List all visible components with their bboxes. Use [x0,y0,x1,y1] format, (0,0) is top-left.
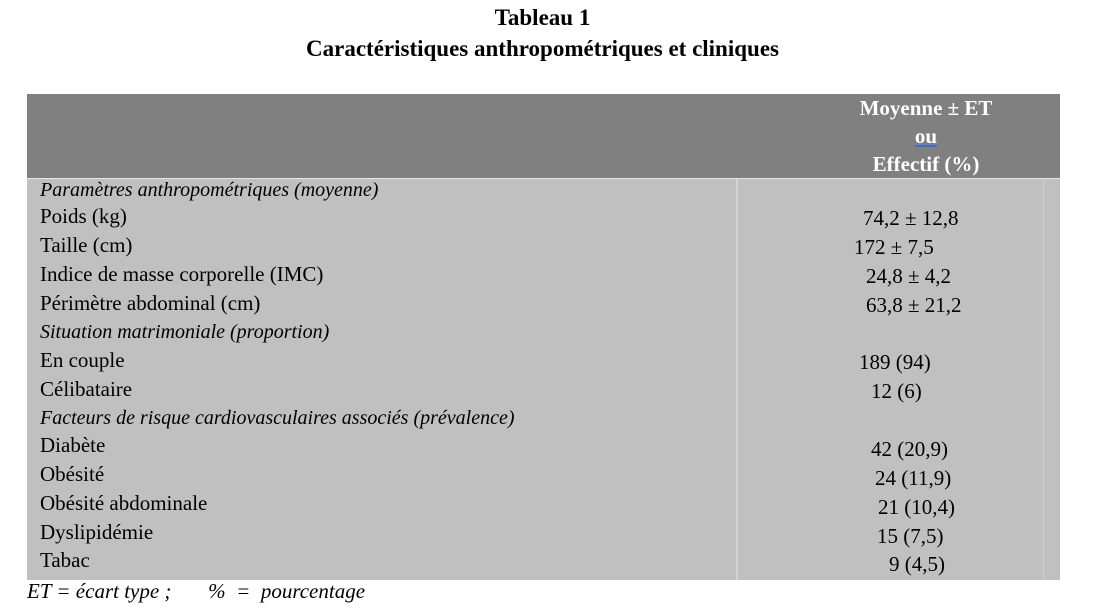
table-header [27,94,1060,179]
row-label-poids: Poids (kg) [40,204,127,228]
section-anthropometric: Paramètres anthropométriques (moyenne) [40,179,379,201]
row-label-couple: En couple [40,348,125,372]
row-value-perimetre: 63,8 ± 21,2 [866,293,962,317]
row-value-poids: 74,2 ± 12,8 [863,206,959,230]
table-footnote: ET = écart type ; % = pourcentage [27,579,366,603]
row-value-celibataire: 12 (6) [871,379,922,403]
header-count-percent: Effectif (%) [872,152,980,176]
row-label-taille: Taille (cm) [40,233,133,257]
row-label-dyslipidemie: Dyslipidémie [40,520,154,544]
row-value-obesite-abdominale: 21 (10,4) [878,495,955,519]
table-subtitle: Caractéristiques anthropométriques et cliniques [306,36,779,61]
row-label-perimetre: Périmètre abdominal (cm) [40,291,261,315]
row-value-dyslipidemie: 15 (7,5) [877,524,944,548]
row-label-imc: Indice de masse corporelle (IMC) [40,262,324,286]
row-value-obesite: 24 (11,9) [875,466,952,490]
column-divider [736,179,738,580]
row-value-tabac: 9 (4,5) [889,552,945,576]
section-marital: Situation matrimoniale (proportion) [40,321,330,343]
section-risk-factors: Facteurs de risque cardiovasculaires associés (prévalence) [40,407,515,429]
row-label-obesite: Obésité [40,462,105,486]
row-value-taille: 172 ± 7,5 [854,235,934,259]
row-label-obesite-abdominale: Obésité abdominale [40,491,208,515]
row-label-celibataire: Célibataire [40,377,133,401]
row-label-tabac: Tabac [40,548,90,572]
row-value-couple: 189 (94) [859,350,931,374]
row-label-diabete: Diabète [40,433,106,457]
row-value-diabete: 42 (20,9) [871,437,948,461]
right-border [1043,179,1044,580]
row-value-imc: 24,8 ± 4,2 [866,264,952,288]
header-or: ou [914,124,938,148]
table-title: Tableau 1 [494,5,591,30]
header-mean-sd: Moyenne ± ET [859,96,993,120]
value-column-header [826,94,1026,178]
